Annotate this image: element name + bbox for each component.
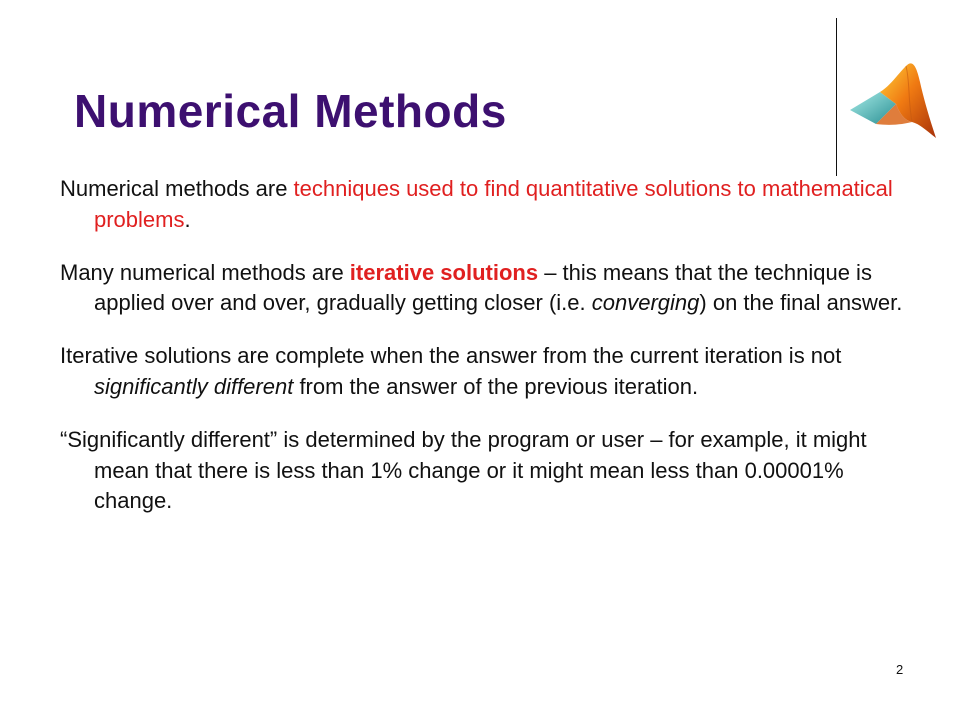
italic-converging: converging [591, 290, 700, 316]
paragraph-2: Many numerical methods are iterative solutions – this means that the technique is applied over and over, gradually getting closer (i.e. converging) on the final answer. [60, 259, 903, 316]
italic-significantly-different: significantly different [94, 373, 294, 399]
matlab-logo-icon [846, 52, 938, 148]
paragraph-4: “Significantly different” is determined by the program or user – for example, it might mean that there is less than 1% change or it might mean less than 0.00001% change. [60, 426, 867, 514]
highlight-definition: techniques used to find quantitative solutions to mathematical problems [94, 176, 893, 232]
highlight-iterative-solutions: iterative solutions [349, 259, 539, 285]
paragraph-1: Numerical methods are techniques used to find quantitative solutions to mathematical problems. [60, 176, 893, 232]
vertical-divider [836, 18, 837, 176]
slide-body [60, 174, 920, 539]
page-number: 2 [896, 662, 904, 677]
paragraph-3: Iterative solutions are complete when the answer from the current iteration is not significantly different from the answer of the previous iteration. [60, 343, 842, 399]
slide-title: Numerical Methods [74, 85, 507, 137]
